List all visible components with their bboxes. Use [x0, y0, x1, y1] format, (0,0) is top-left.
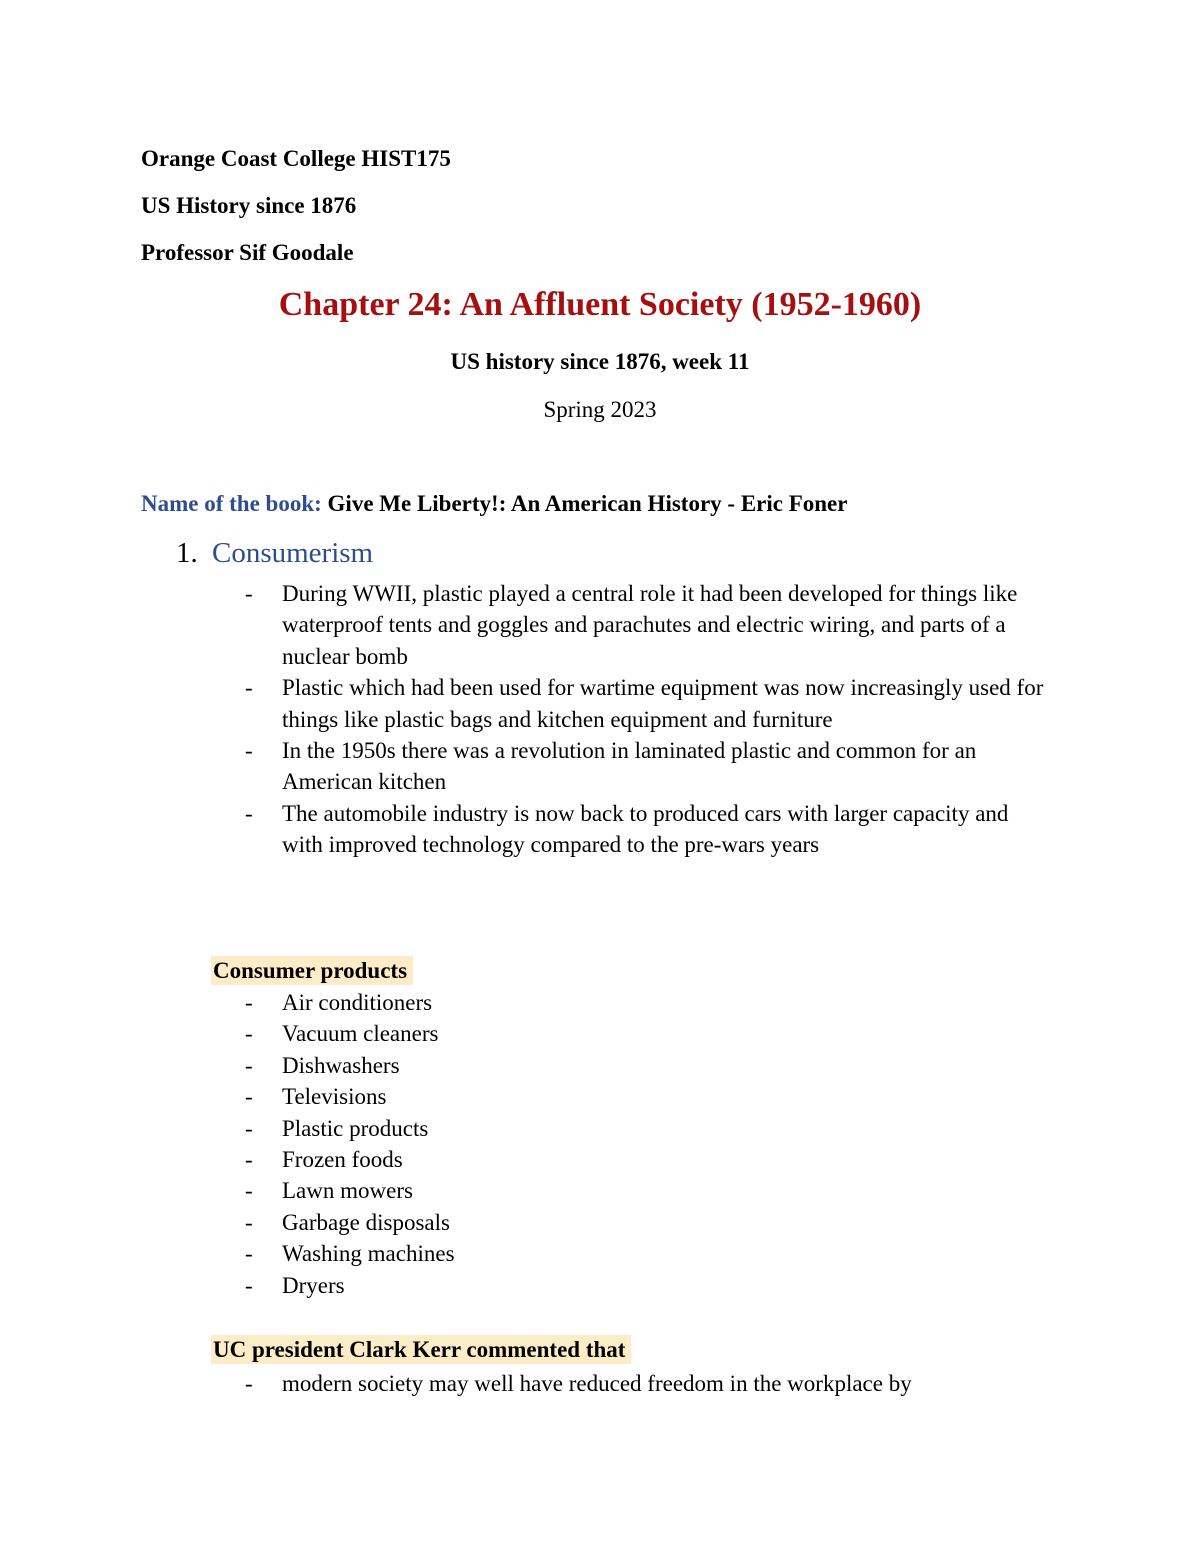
consumer-products-list — [245, 987, 1045, 1301]
list-item: - Plastic products — [245, 1113, 1045, 1144]
section-title: Consumerism — [212, 537, 374, 569]
list-item: - Televisions — [245, 1081, 1045, 1112]
list-item: - Dryers — [245, 1270, 1045, 1301]
course-title: US History since 1876 — [141, 193, 357, 218]
dash-bullet: - — [245, 1147, 253, 1173]
course-name: Orange Coast College HIST175 — [141, 146, 451, 171]
dash-bullet: - — [245, 738, 253, 764]
list-item: - Frozen foods — [245, 1144, 1045, 1175]
list-item: - The automobile industry is now back to produced cars with larger capacity and with improved technology compared to the pre-wars years — [245, 798, 1045, 861]
list-item: - Dishwashers — [245, 1050, 1045, 1081]
dash-bullet: - — [245, 1272, 253, 1298]
list-item: - Washing machines — [245, 1238, 1045, 1269]
list-item: - modern society may well have reduced freedom in the workplace by — [245, 1368, 1045, 1399]
list-item: - Plastic which had been used for wartime equipment was now increasingly used for things like plastic bags and kitchen equipment and furniture — [245, 672, 1045, 735]
dash-bullet: - — [245, 1371, 253, 1396]
dash-bullet: - — [245, 1178, 253, 1204]
consumer-products-heading: Consumer products — [211, 956, 413, 986]
week-subtitle: US history since 1876, week 11 — [450, 349, 750, 374]
dash-bullet: - — [245, 1021, 253, 1047]
dash-bullet: - — [245, 675, 253, 701]
list-item: - Garbage disposals — [245, 1207, 1045, 1238]
dash-bullet: - — [245, 1209, 253, 1235]
dash-bullet: - — [245, 1052, 253, 1078]
list-item: - Vacuum cleaners — [245, 1018, 1045, 1049]
dash-bullet: - — [245, 1115, 253, 1141]
list-item: - Lawn mowers — [245, 1175, 1045, 1206]
dash-bullet: - — [245, 990, 253, 1015]
list-item: - Air conditioners — [245, 987, 1045, 1018]
dash-bullet: - — [245, 1241, 253, 1267]
book-line — [141, 489, 847, 519]
dash-bullet: - — [245, 1084, 253, 1110]
professor-name: Professor Sif Goodale — [141, 240, 354, 265]
list-item: - During WWII, plastic played a central role it had been developed for things like waterproof tents and goggles and parachutes and electric wiring, and parts of a nuclear bomb — [245, 578, 1045, 672]
chapter-title: Chapter 24: An Affluent Society (1952-1960) — [278, 286, 922, 323]
kerr-list — [245, 1368, 1045, 1399]
term-label: Spring 2023 — [543, 397, 657, 422]
kerr-heading: UC president Clark Kerr commented that — [211, 1335, 631, 1365]
list-item: - In the 1950s there was a revolution in laminated plastic and common for an American kitchen — [245, 735, 1045, 798]
dash-bullet: - — [245, 581, 253, 606]
section-number: 1. — [176, 537, 198, 569]
consumerism-list — [245, 578, 1045, 861]
book-title: Give Me Liberty!: An American History - Eric Foner — [327, 491, 848, 516]
book-label: Name of the book: — [141, 491, 322, 516]
section-heading-consumerism — [176, 535, 373, 571]
dash-bullet: - — [245, 800, 253, 826]
